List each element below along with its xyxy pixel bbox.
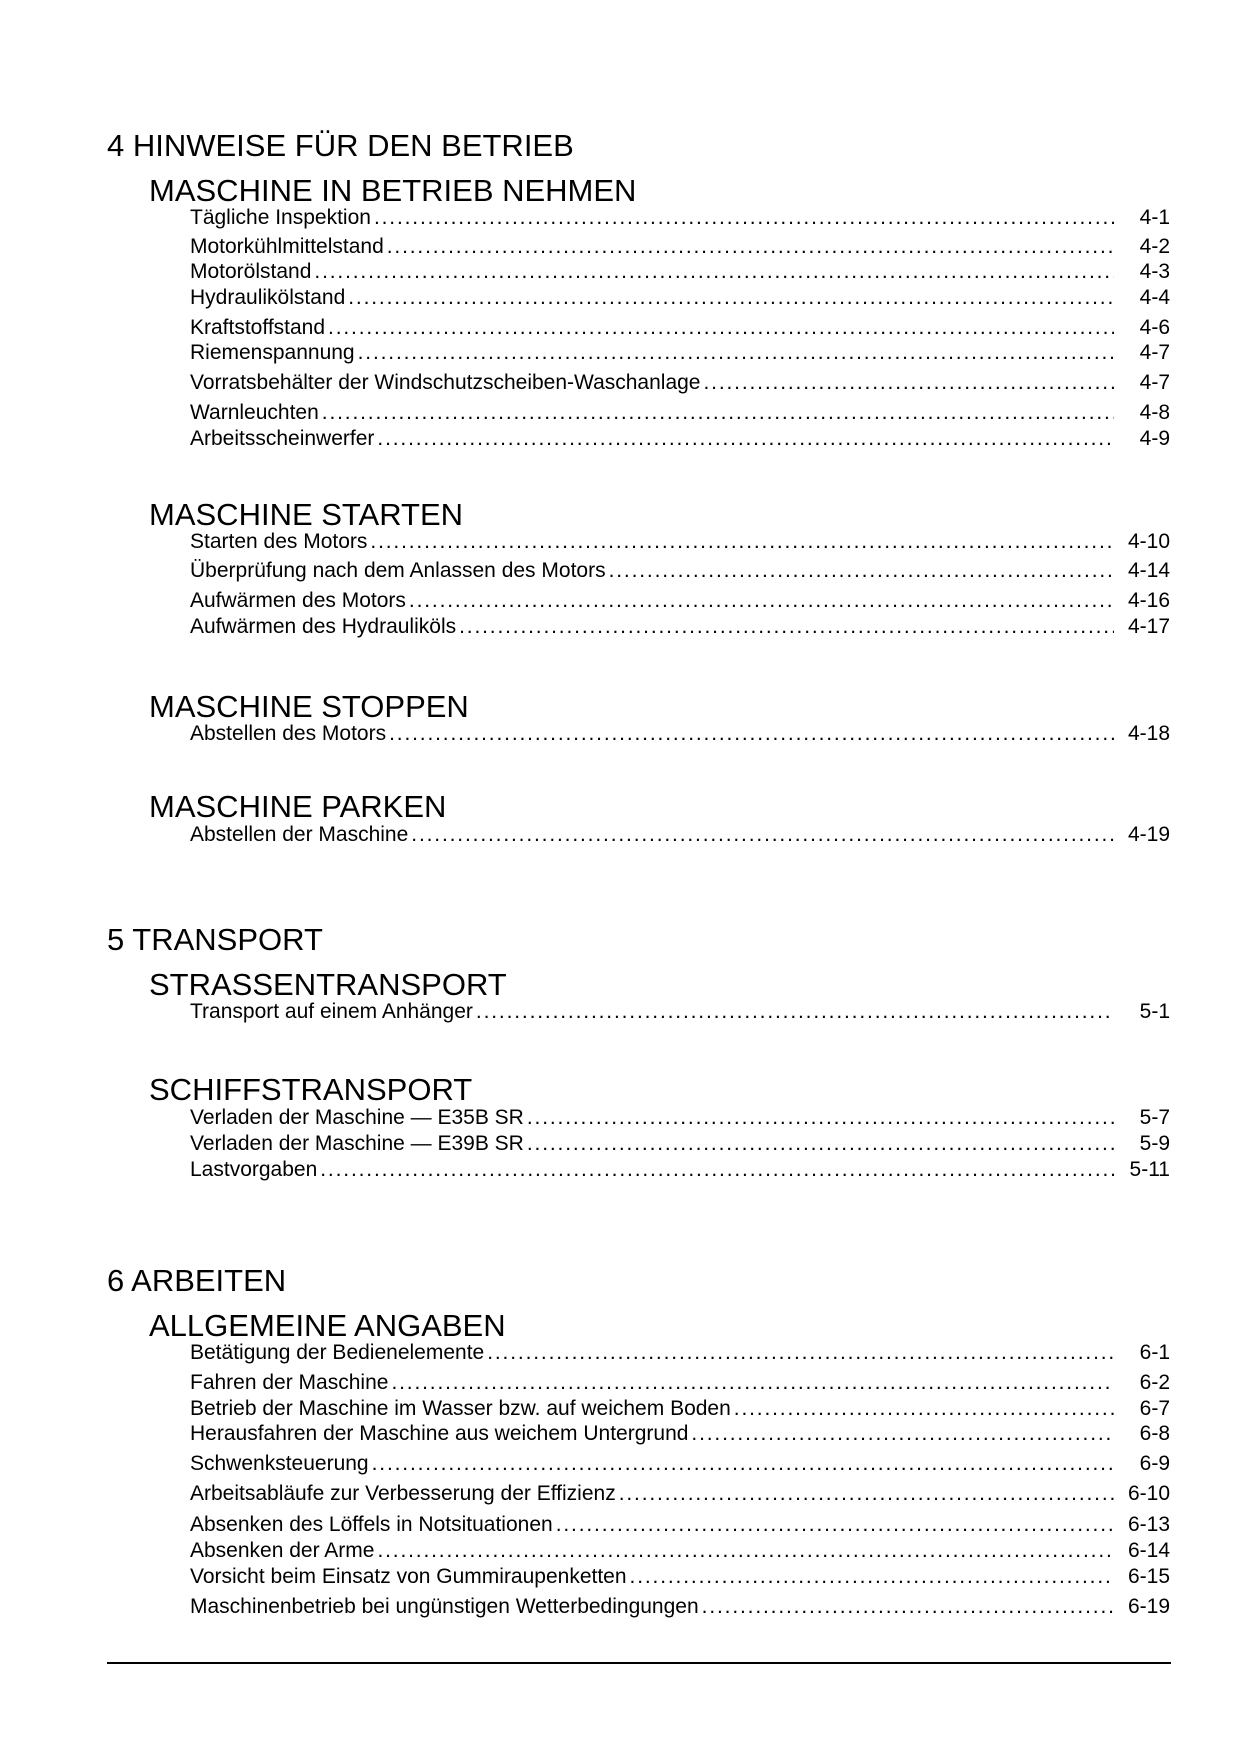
toc-entry-page: 5-11	[1129, 1158, 1170, 1181]
toc-entry[interactable]	[190, 1340, 1170, 1366]
dot-leader	[377, 426, 1114, 452]
toc-entry[interactable]	[190, 529, 1170, 555]
toc-entry-page: 6-8	[1139, 1422, 1170, 1445]
toc-entry[interactable]	[190, 1481, 1170, 1507]
section-title: MASCHINE PARKEN	[149, 789, 447, 824]
toc-entry-label: Lastvorgaben	[190, 1158, 318, 1181]
dot-leader	[391, 1370, 1114, 1396]
toc-entry[interactable]	[190, 259, 1170, 285]
dot-leader	[704, 370, 1115, 396]
section-title: MASCHINE STARTEN	[149, 497, 464, 532]
toc-entry-page: 4-1	[1139, 206, 1170, 229]
dot-leader	[389, 721, 1114, 747]
toc-entry[interactable]	[190, 822, 1170, 848]
chapter-title: 4 HINWEISE FÜR DEN BETRIEB	[107, 128, 574, 163]
toc-entry[interactable]	[190, 1512, 1170, 1538]
toc-entry[interactable]	[190, 1421, 1170, 1447]
toc-entry-label: Fahren der Maschine	[190, 1371, 389, 1394]
toc-entry-label: Maschinenbetrieb bei ungünstigen Wetterbedingungen	[190, 1595, 699, 1618]
toc-entry[interactable]	[190, 1105, 1170, 1131]
toc-entry-label: Vorratsbehälter der Windschutzscheiben-Waschanlage	[190, 371, 701, 394]
chapter-title: 5 TRANSPORT	[107, 922, 323, 957]
dot-leader	[322, 400, 1114, 426]
dot-leader	[527, 1105, 1114, 1131]
toc-entry[interactable]	[190, 1396, 1170, 1422]
toc-entry-label: Kraftstoffstand	[190, 316, 326, 339]
toc-entry[interactable]	[190, 1157, 1170, 1183]
toc-entry[interactable]	[190, 614, 1170, 640]
toc-entry-label: Betrieb der Maschine im Wasser bzw. auf weichem Boden	[190, 1397, 731, 1420]
dot-leader	[459, 614, 1114, 640]
toc-entry-page: 6-13	[1127, 1513, 1170, 1536]
section-title: SCHIFFSTRANSPORT	[149, 1072, 473, 1107]
dot-leader	[370, 529, 1114, 555]
dot-leader	[387, 234, 1114, 260]
dot-leader	[619, 1481, 1114, 1507]
toc-entry[interactable]	[190, 234, 1170, 260]
toc-entry[interactable]	[190, 999, 1170, 1025]
toc-entry-page: 6-15	[1127, 1565, 1170, 1588]
section-title: STRASSENTRANSPORT	[149, 967, 507, 1002]
toc-entry-label: Motorkühlmittelstand	[190, 235, 384, 258]
toc-entry[interactable]	[190, 400, 1170, 426]
toc-entry[interactable]	[190, 1370, 1170, 1396]
toc-entry-page: 4-14	[1127, 559, 1170, 582]
toc-entry-page: 4-9	[1139, 427, 1170, 450]
toc-entry-label: Betätigung der Bedienelemente	[190, 1341, 485, 1364]
dot-leader	[734, 1396, 1114, 1422]
toc-entry-page: 6-10	[1127, 1482, 1170, 1505]
dot-leader	[527, 1131, 1114, 1157]
dot-leader	[556, 1512, 1114, 1538]
toc-entry-label: Aufwärmen des Hydrauliköls	[190, 615, 457, 638]
toc-entry-page: 4-17	[1127, 615, 1170, 638]
dot-leader	[476, 999, 1114, 1025]
toc-entry-label: Hydraulikölstand	[190, 286, 346, 309]
toc-entry-label: Vorsicht beim Einsatz von Gummiraupenketten	[190, 1565, 627, 1588]
toc-entry-label: Aufwärmen des Motors	[190, 589, 406, 612]
toc-entry-label: Verladen der Maschine — E39B SR	[190, 1132, 524, 1155]
dot-leader	[487, 1340, 1114, 1366]
dot-leader	[411, 822, 1114, 848]
toc-entry-page: 4-8	[1139, 401, 1170, 424]
toc-entry-page: 6-7	[1139, 1397, 1170, 1420]
toc-entry-page: 6-19	[1127, 1595, 1170, 1618]
toc-entry[interactable]	[190, 1131, 1170, 1157]
toc-entry-page: 4-10	[1127, 530, 1170, 553]
toc-entry-label: Starten des Motors	[190, 530, 368, 553]
section-title: ALLGEMEINE ANGABEN	[149, 1308, 506, 1343]
toc-entry-page: 6-1	[1139, 1341, 1170, 1364]
dot-leader	[691, 1421, 1114, 1447]
toc-entry-page: 4-19	[1127, 823, 1170, 846]
dot-leader	[372, 1451, 1114, 1477]
toc-entry[interactable]	[190, 315, 1170, 341]
toc-entry-label: Verladen der Maschine — E35B SR	[190, 1106, 524, 1129]
toc-entry-page: 6-14	[1127, 1539, 1170, 1562]
chapter-title: 6 ARBEITEN	[107, 1263, 287, 1298]
toc-entry-label: Motorölstand	[190, 260, 312, 283]
toc-entry-label: Abstellen der Maschine	[190, 823, 409, 846]
toc-entry[interactable]	[190, 205, 1170, 231]
toc-entry[interactable]	[190, 588, 1170, 614]
toc-entry[interactable]	[190, 1538, 1170, 1564]
toc-entry[interactable]	[190, 1451, 1170, 1477]
toc-entry-page: 5-7	[1139, 1106, 1170, 1129]
toc-entry-label: Überprüfung nach dem Anlassen des Motors	[190, 559, 606, 582]
toc-entry-label: Warnleuchten	[190, 401, 319, 424]
dot-leader	[609, 558, 1114, 584]
toc-entry-page: 4-16	[1127, 589, 1170, 612]
toc-entry-page: 6-9	[1139, 1452, 1170, 1475]
toc-entry[interactable]	[190, 1564, 1170, 1590]
toc-entry-label: Tägliche Inspektion	[190, 206, 371, 229]
dot-leader	[320, 1157, 1114, 1183]
dot-leader	[348, 285, 1114, 311]
toc-entry-label: Absenken der Arme	[190, 1539, 375, 1562]
section-title: MASCHINE STOPPEN	[149, 689, 469, 724]
toc-entry-page: 4-6	[1139, 316, 1170, 339]
toc-entry-page: 4-18	[1127, 722, 1170, 745]
toc-entry-page: 4-2	[1139, 235, 1170, 258]
toc-entry-page: 4-7	[1139, 371, 1170, 394]
toc-entry-page: 5-1	[1139, 1000, 1170, 1023]
toc-entry-label: Absenken des Löffels in Notsituationen	[190, 1513, 553, 1536]
dot-leader	[358, 340, 1114, 366]
toc-entry-label: Riemenspannung	[190, 341, 355, 364]
footer-rule	[107, 1662, 1171, 1664]
toc-entry[interactable]	[190, 426, 1170, 452]
dot-leader	[409, 588, 1114, 614]
toc-entry-label: Transport auf einem Anhänger	[190, 1000, 473, 1023]
dot-leader	[374, 205, 1114, 231]
toc-entry-label: Herausfahren der Maschine aus weichem Untergrund	[190, 1422, 689, 1445]
toc-entry[interactable]	[190, 1594, 1170, 1620]
toc-entry[interactable]	[190, 285, 1170, 311]
dot-leader	[377, 1538, 1114, 1564]
toc-entry-label: Arbeitsscheinwerfer	[190, 427, 375, 450]
dot-leader	[328, 315, 1114, 341]
toc-entry-page: 5-9	[1139, 1132, 1170, 1155]
toc-entry-page: 6-2	[1139, 1371, 1170, 1394]
toc-entry[interactable]	[190, 340, 1170, 366]
toc-entry[interactable]	[190, 721, 1170, 747]
toc-entry-label: Abstellen des Motors	[190, 722, 387, 745]
toc-entry-page: 4-7	[1139, 341, 1170, 364]
dot-leader	[630, 1564, 1114, 1590]
toc-entry[interactable]	[190, 370, 1170, 396]
dot-leader	[314, 259, 1114, 285]
toc-entry-label: Arbeitsabläufe zur Verbesserung der Effizienz	[190, 1482, 616, 1505]
toc-entry[interactable]	[190, 558, 1170, 584]
toc-entry-page: 4-4	[1139, 286, 1170, 309]
toc-entry-label: Schwenksteuerung	[190, 1452, 369, 1475]
dot-leader	[702, 1594, 1114, 1620]
section-title: MASCHINE IN BETRIEB NEHMEN	[149, 173, 637, 208]
toc-entry-page: 4-3	[1139, 260, 1170, 283]
